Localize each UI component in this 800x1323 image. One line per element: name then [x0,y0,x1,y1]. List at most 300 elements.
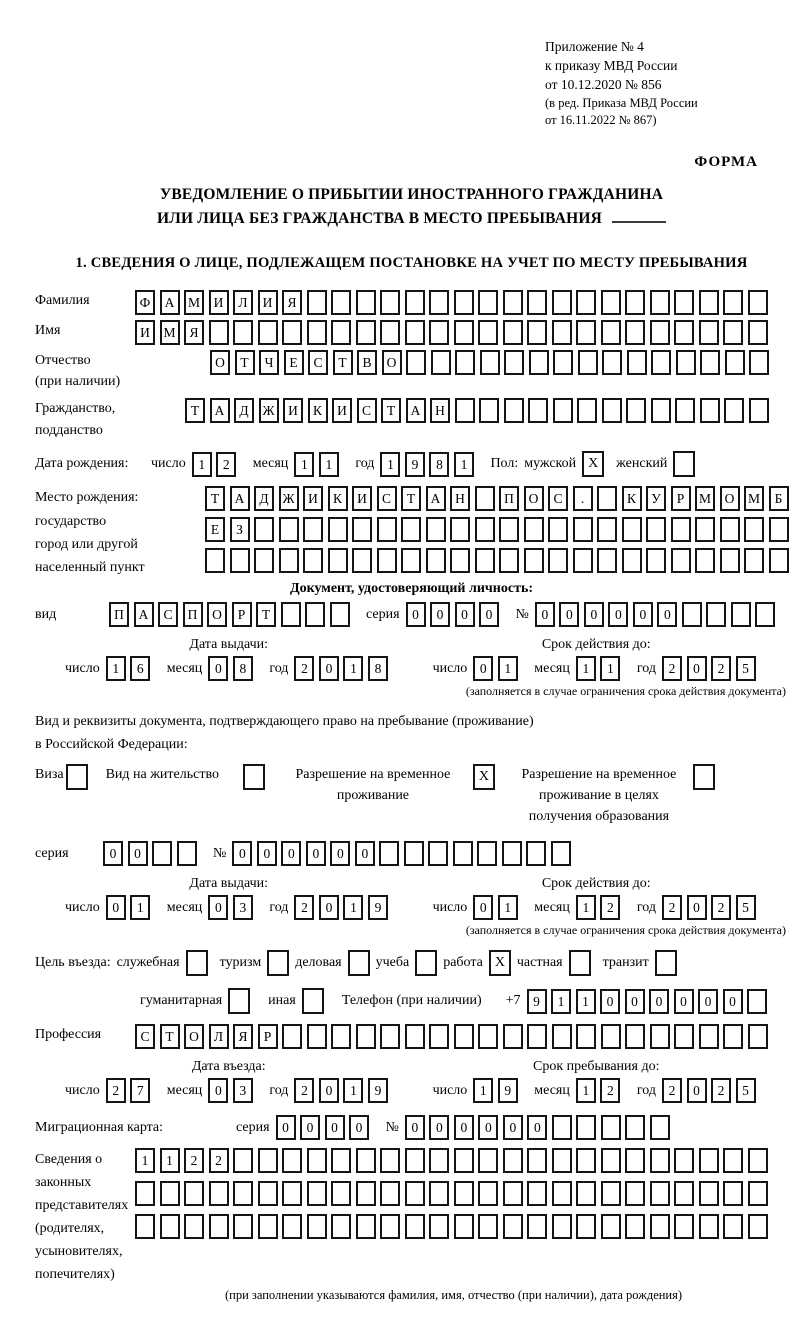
char-cell[interactable] [622,517,642,542]
char-cell[interactable] [723,320,743,345]
char-cell[interactable] [748,290,768,315]
char-cell[interactable] [573,548,593,573]
char-cell[interactable] [548,548,568,573]
char-cell[interactable] [475,486,495,511]
char-cell[interactable] [597,548,617,573]
char-cell[interactable]: 0 [300,1115,320,1140]
char-cell[interactable] [380,1181,400,1206]
char-cell[interactable] [303,517,323,542]
char-cell[interactable] [282,1024,302,1049]
char-cell[interactable] [503,320,523,345]
char-cell[interactable] [307,320,327,345]
char-cell[interactable]: 8 [429,452,449,477]
char-cell[interactable] [258,1214,278,1239]
char-cell[interactable]: П [499,486,519,511]
char-cell[interactable] [307,1148,327,1173]
char-cell[interactable]: Ж [279,486,299,511]
char-cell[interactable] [748,1214,768,1239]
char-cell[interactable] [650,1181,670,1206]
char-cell[interactable]: 2 [216,452,236,477]
char-cell[interactable]: О [720,486,740,511]
char-cell[interactable] [478,320,498,345]
char-cell[interactable]: 0 [527,1115,547,1140]
char-cell[interactable] [552,1148,572,1173]
char-cell[interactable] [625,1024,645,1049]
char-cell[interactable] [450,517,470,542]
char-cell[interactable] [450,548,470,573]
char-cell[interactable] [405,1181,425,1206]
char-cell[interactable]: С [377,486,397,511]
char-cell[interactable]: 1 [600,656,620,681]
char-cell[interactable]: 0 [633,602,653,627]
char-cell[interactable] [401,517,421,542]
char-cell[interactable] [524,517,544,542]
char-cell[interactable]: 2 [662,895,682,920]
char-cell[interactable]: О [184,1024,204,1049]
char-cell[interactable] [602,398,622,423]
purpose-business-checkbox[interactable] [348,950,370,976]
char-cell[interactable] [454,320,474,345]
char-cell[interactable]: Т [205,486,225,511]
char-cell[interactable]: Д [254,486,274,511]
char-cell[interactable] [504,398,524,423]
char-cell[interactable] [553,350,573,375]
char-cell[interactable] [699,1024,719,1049]
char-cell[interactable] [699,1181,719,1206]
char-cell[interactable] [650,1148,670,1173]
char-cell[interactable]: 0 [429,1115,449,1140]
char-cell[interactable]: 9 [527,989,547,1014]
char-cell[interactable]: О [524,486,544,511]
char-cell[interactable]: 0 [306,841,326,866]
char-cell[interactable]: 1 [343,895,363,920]
char-cell[interactable] [331,1181,351,1206]
char-cell[interactable] [528,398,548,423]
char-cell[interactable]: 2 [711,895,731,920]
char-cell[interactable] [674,1024,694,1049]
char-cell[interactable] [454,1181,474,1206]
char-cell[interactable]: 0 [128,841,148,866]
char-cell[interactable] [724,398,744,423]
char-cell[interactable]: С [548,486,568,511]
char-cell[interactable] [282,1148,302,1173]
char-cell[interactable] [184,1181,204,1206]
char-cell[interactable] [700,398,720,423]
char-cell[interactable] [527,1181,547,1206]
char-cell[interactable]: 0 [276,1115,296,1140]
char-cell[interactable] [429,290,449,315]
residence-permit-checkbox[interactable] [243,764,265,790]
char-cell[interactable]: 2 [184,1148,204,1173]
char-cell[interactable] [453,841,473,866]
char-cell[interactable] [454,1148,474,1173]
char-cell[interactable] [405,290,425,315]
char-cell[interactable] [233,1181,253,1206]
char-cell[interactable]: 1 [551,989,571,1014]
char-cell[interactable] [377,517,397,542]
char-cell[interactable] [747,989,767,1014]
char-cell[interactable] [379,841,399,866]
char-cell[interactable] [475,517,495,542]
char-cell[interactable] [650,1024,670,1049]
char-cell[interactable]: . [573,486,593,511]
char-cell[interactable] [627,350,647,375]
char-cell[interactable] [651,350,671,375]
char-cell[interactable] [527,1148,547,1173]
char-cell[interactable] [699,290,719,315]
purpose-tourism-checkbox[interactable] [267,950,289,976]
char-cell[interactable]: 0 [559,602,579,627]
char-cell[interactable]: 0 [608,602,628,627]
char-cell[interactable] [723,1181,743,1206]
char-cell[interactable] [331,290,351,315]
char-cell[interactable]: Д [234,398,254,423]
char-cell[interactable]: И [332,398,352,423]
char-cell[interactable]: 0 [330,841,350,866]
char-cell[interactable] [160,1181,180,1206]
char-cell[interactable]: 1 [343,656,363,681]
char-cell[interactable] [601,320,621,345]
char-cell[interactable] [431,350,451,375]
char-cell[interactable] [478,1148,498,1173]
char-cell[interactable] [478,1024,498,1049]
char-cell[interactable]: 0 [430,602,450,627]
char-cell[interactable] [282,320,302,345]
char-cell[interactable]: М [160,320,180,345]
char-cell[interactable]: 0 [503,1115,523,1140]
char-cell[interactable] [426,548,446,573]
char-cell[interactable] [135,1214,155,1239]
char-cell[interactable]: 2 [711,1078,731,1103]
char-cell[interactable]: 0 [584,602,604,627]
char-cell[interactable] [601,1024,621,1049]
char-cell[interactable] [380,1214,400,1239]
char-cell[interactable] [209,1181,229,1206]
char-cell[interactable]: 0 [674,989,694,1014]
char-cell[interactable] [230,548,250,573]
purpose-transit-checkbox[interactable] [655,950,677,976]
char-cell[interactable]: 0 [473,895,493,920]
char-cell[interactable] [478,1214,498,1239]
char-cell[interactable]: 0 [657,602,677,627]
char-cell[interactable] [744,517,764,542]
char-cell[interactable] [671,517,691,542]
char-cell[interactable] [479,398,499,423]
char-cell[interactable] [576,1024,596,1049]
char-cell[interactable] [135,1181,155,1206]
char-cell[interactable] [553,398,573,423]
char-cell[interactable] [478,1181,498,1206]
purpose-work-checkbox[interactable]: X [489,950,511,976]
char-cell[interactable] [429,1214,449,1239]
char-cell[interactable]: 2 [294,895,314,920]
char-cell[interactable] [455,398,475,423]
char-cell[interactable]: 0 [208,1078,228,1103]
char-cell[interactable] [529,350,549,375]
char-cell[interactable] [303,548,323,573]
char-cell[interactable] [352,517,372,542]
char-cell[interactable] [723,1148,743,1173]
char-cell[interactable]: 1 [576,895,596,920]
char-cell[interactable]: 0 [454,1115,474,1140]
char-cell[interactable] [406,350,426,375]
char-cell[interactable]: М [184,290,204,315]
char-cell[interactable]: Р [232,602,252,627]
char-cell[interactable] [650,320,670,345]
char-cell[interactable] [478,290,498,315]
char-cell[interactable] [650,290,670,315]
char-cell[interactable] [723,1024,743,1049]
char-cell[interactable]: 1 [160,1148,180,1173]
char-cell[interactable] [748,320,768,345]
char-cell[interactable] [480,350,500,375]
char-cell[interactable] [597,517,617,542]
char-cell[interactable]: 1 [576,656,596,681]
char-cell[interactable] [352,548,372,573]
char-cell[interactable] [160,1214,180,1239]
char-cell[interactable]: И [352,486,372,511]
char-cell[interactable] [731,602,751,627]
char-cell[interactable] [377,548,397,573]
char-cell[interactable] [576,290,596,315]
char-cell[interactable] [428,841,448,866]
char-cell[interactable]: С [308,350,328,375]
char-cell[interactable] [576,1148,596,1173]
temp-permit-checkbox[interactable]: X [473,764,495,790]
char-cell[interactable] [675,398,695,423]
char-cell[interactable] [429,1024,449,1049]
char-cell[interactable]: 9 [368,895,388,920]
char-cell[interactable] [307,1024,327,1049]
char-cell[interactable]: 2 [600,895,620,920]
gender-male-checkbox[interactable]: X [582,451,604,477]
char-cell[interactable] [429,320,449,345]
char-cell[interactable] [625,1115,645,1140]
char-cell[interactable]: 0 [257,841,277,866]
char-cell[interactable] [209,1214,229,1239]
char-cell[interactable] [454,290,474,315]
char-cell[interactable] [625,1148,645,1173]
char-cell[interactable] [744,548,764,573]
char-cell[interactable] [475,548,495,573]
char-cell[interactable]: Я [233,1024,253,1049]
char-cell[interactable] [597,486,617,511]
char-cell[interactable]: 2 [106,1078,126,1103]
char-cell[interactable] [455,350,475,375]
char-cell[interactable]: 0 [405,1115,425,1140]
char-cell[interactable]: 3 [233,895,253,920]
char-cell[interactable] [674,290,694,315]
char-cell[interactable]: Т [256,602,276,627]
char-cell[interactable]: 5 [736,895,756,920]
char-cell[interactable]: 0 [232,841,252,866]
char-cell[interactable]: Т [235,350,255,375]
char-cell[interactable] [650,1214,670,1239]
char-cell[interactable] [748,1181,768,1206]
char-cell[interactable] [429,1148,449,1173]
char-cell[interactable] [674,320,694,345]
char-cell[interactable] [625,320,645,345]
char-cell[interactable]: А [406,398,426,423]
char-cell[interactable] [625,1214,645,1239]
char-cell[interactable] [279,517,299,542]
char-cell[interactable]: Б [769,486,789,511]
char-cell[interactable] [552,1115,572,1140]
char-cell[interactable] [307,1214,327,1239]
char-cell[interactable] [699,320,719,345]
char-cell[interactable] [749,398,769,423]
char-cell[interactable] [281,602,301,627]
char-cell[interactable]: 7 [130,1078,150,1103]
char-cell[interactable]: А [134,602,154,627]
char-cell[interactable] [601,1214,621,1239]
char-cell[interactable]: Ч [259,350,279,375]
purpose-private-checkbox[interactable] [569,950,591,976]
char-cell[interactable] [601,290,621,315]
char-cell[interactable] [305,602,325,627]
char-cell[interactable] [755,602,775,627]
char-cell[interactable]: А [426,486,446,511]
char-cell[interactable]: И [303,486,323,511]
char-cell[interactable]: 2 [711,656,731,681]
char-cell[interactable] [405,320,425,345]
char-cell[interactable] [282,1181,302,1206]
char-cell[interactable]: В [357,350,377,375]
char-cell[interactable]: Р [671,486,691,511]
char-cell[interactable]: И [258,290,278,315]
char-cell[interactable] [233,1148,253,1173]
char-cell[interactable]: К [308,398,328,423]
char-cell[interactable]: П [109,602,129,627]
char-cell[interactable] [622,548,642,573]
char-cell[interactable] [699,1214,719,1239]
char-cell[interactable]: И [135,320,155,345]
char-cell[interactable]: 0 [208,656,228,681]
char-cell[interactable] [328,548,348,573]
char-cell[interactable]: 1 [294,452,314,477]
char-cell[interactable] [695,517,715,542]
char-cell[interactable]: 5 [736,1078,756,1103]
char-cell[interactable] [380,320,400,345]
char-cell[interactable] [626,398,646,423]
char-cell[interactable] [706,602,726,627]
char-cell[interactable]: 1 [135,1148,155,1173]
char-cell[interactable]: 8 [368,656,388,681]
char-cell[interactable]: Л [233,290,253,315]
char-cell[interactable]: 0 [208,895,228,920]
char-cell[interactable] [405,1214,425,1239]
char-cell[interactable]: А [230,486,250,511]
char-cell[interactable]: 2 [600,1078,620,1103]
char-cell[interactable] [331,1148,351,1173]
char-cell[interactable]: 1 [576,1078,596,1103]
char-cell[interactable]: 2 [662,656,682,681]
char-cell[interactable]: 9 [405,452,425,477]
char-cell[interactable] [152,841,172,866]
char-cell[interactable] [576,1181,596,1206]
char-cell[interactable] [258,1181,278,1206]
char-cell[interactable]: 2 [209,1148,229,1173]
char-cell[interactable]: Н [430,398,450,423]
char-cell[interactable] [527,320,547,345]
char-cell[interactable]: Т [333,350,353,375]
char-cell[interactable] [499,548,519,573]
char-cell[interactable]: 1 [576,989,596,1014]
char-cell[interactable]: 0 [455,602,475,627]
char-cell[interactable] [503,1148,523,1173]
char-cell[interactable] [552,1024,572,1049]
purpose-humanitarian-checkbox[interactable] [228,988,250,1014]
char-cell[interactable] [527,290,547,315]
char-cell[interactable]: 2 [294,1078,314,1103]
char-cell[interactable]: 0 [325,1115,345,1140]
char-cell[interactable]: 6 [130,656,150,681]
char-cell[interactable] [526,841,546,866]
char-cell[interactable] [504,350,524,375]
char-cell[interactable]: 1 [498,895,518,920]
char-cell[interactable] [254,548,274,573]
char-cell[interactable]: 0 [600,989,620,1014]
char-cell[interactable] [477,841,497,866]
char-cell[interactable] [380,290,400,315]
char-cell[interactable]: А [160,290,180,315]
char-cell[interactable]: О [382,350,402,375]
char-cell[interactable] [429,1181,449,1206]
char-cell[interactable] [578,350,598,375]
purpose-study-checkbox[interactable] [415,950,437,976]
char-cell[interactable] [695,548,715,573]
char-cell[interactable] [331,1214,351,1239]
char-cell[interactable] [503,290,523,315]
char-cell[interactable] [503,1214,523,1239]
char-cell[interactable] [576,1214,596,1239]
char-cell[interactable]: 1 [473,1078,493,1103]
purpose-other-checkbox[interactable] [302,988,324,1014]
char-cell[interactable]: Т [381,398,401,423]
char-cell[interactable] [527,1214,547,1239]
char-cell[interactable]: 0 [355,841,375,866]
char-cell[interactable] [524,548,544,573]
char-cell[interactable]: 0 [319,895,339,920]
char-cell[interactable] [601,1181,621,1206]
char-cell[interactable] [331,320,351,345]
char-cell[interactable] [258,320,278,345]
char-cell[interactable] [328,517,348,542]
char-cell[interactable] [401,548,421,573]
char-cell[interactable]: М [744,486,764,511]
char-cell[interactable] [769,548,789,573]
char-cell[interactable] [552,1214,572,1239]
char-cell[interactable]: Т [160,1024,180,1049]
char-cell[interactable]: С [357,398,377,423]
char-cell[interactable] [279,548,299,573]
char-cell[interactable] [454,1214,474,1239]
char-cell[interactable]: И [209,290,229,315]
char-cell[interactable]: 0 [687,656,707,681]
char-cell[interactable] [405,1148,425,1173]
char-cell[interactable]: 9 [368,1078,388,1103]
char-cell[interactable] [548,517,568,542]
char-cell[interactable] [769,517,789,542]
char-cell[interactable]: А [210,398,230,423]
char-cell[interactable] [651,398,671,423]
char-cell[interactable] [404,841,424,866]
char-cell[interactable] [552,1181,572,1206]
char-cell[interactable] [177,841,197,866]
char-cell[interactable]: 0 [698,989,718,1014]
char-cell[interactable]: Т [185,398,205,423]
char-cell[interactable] [682,602,702,627]
